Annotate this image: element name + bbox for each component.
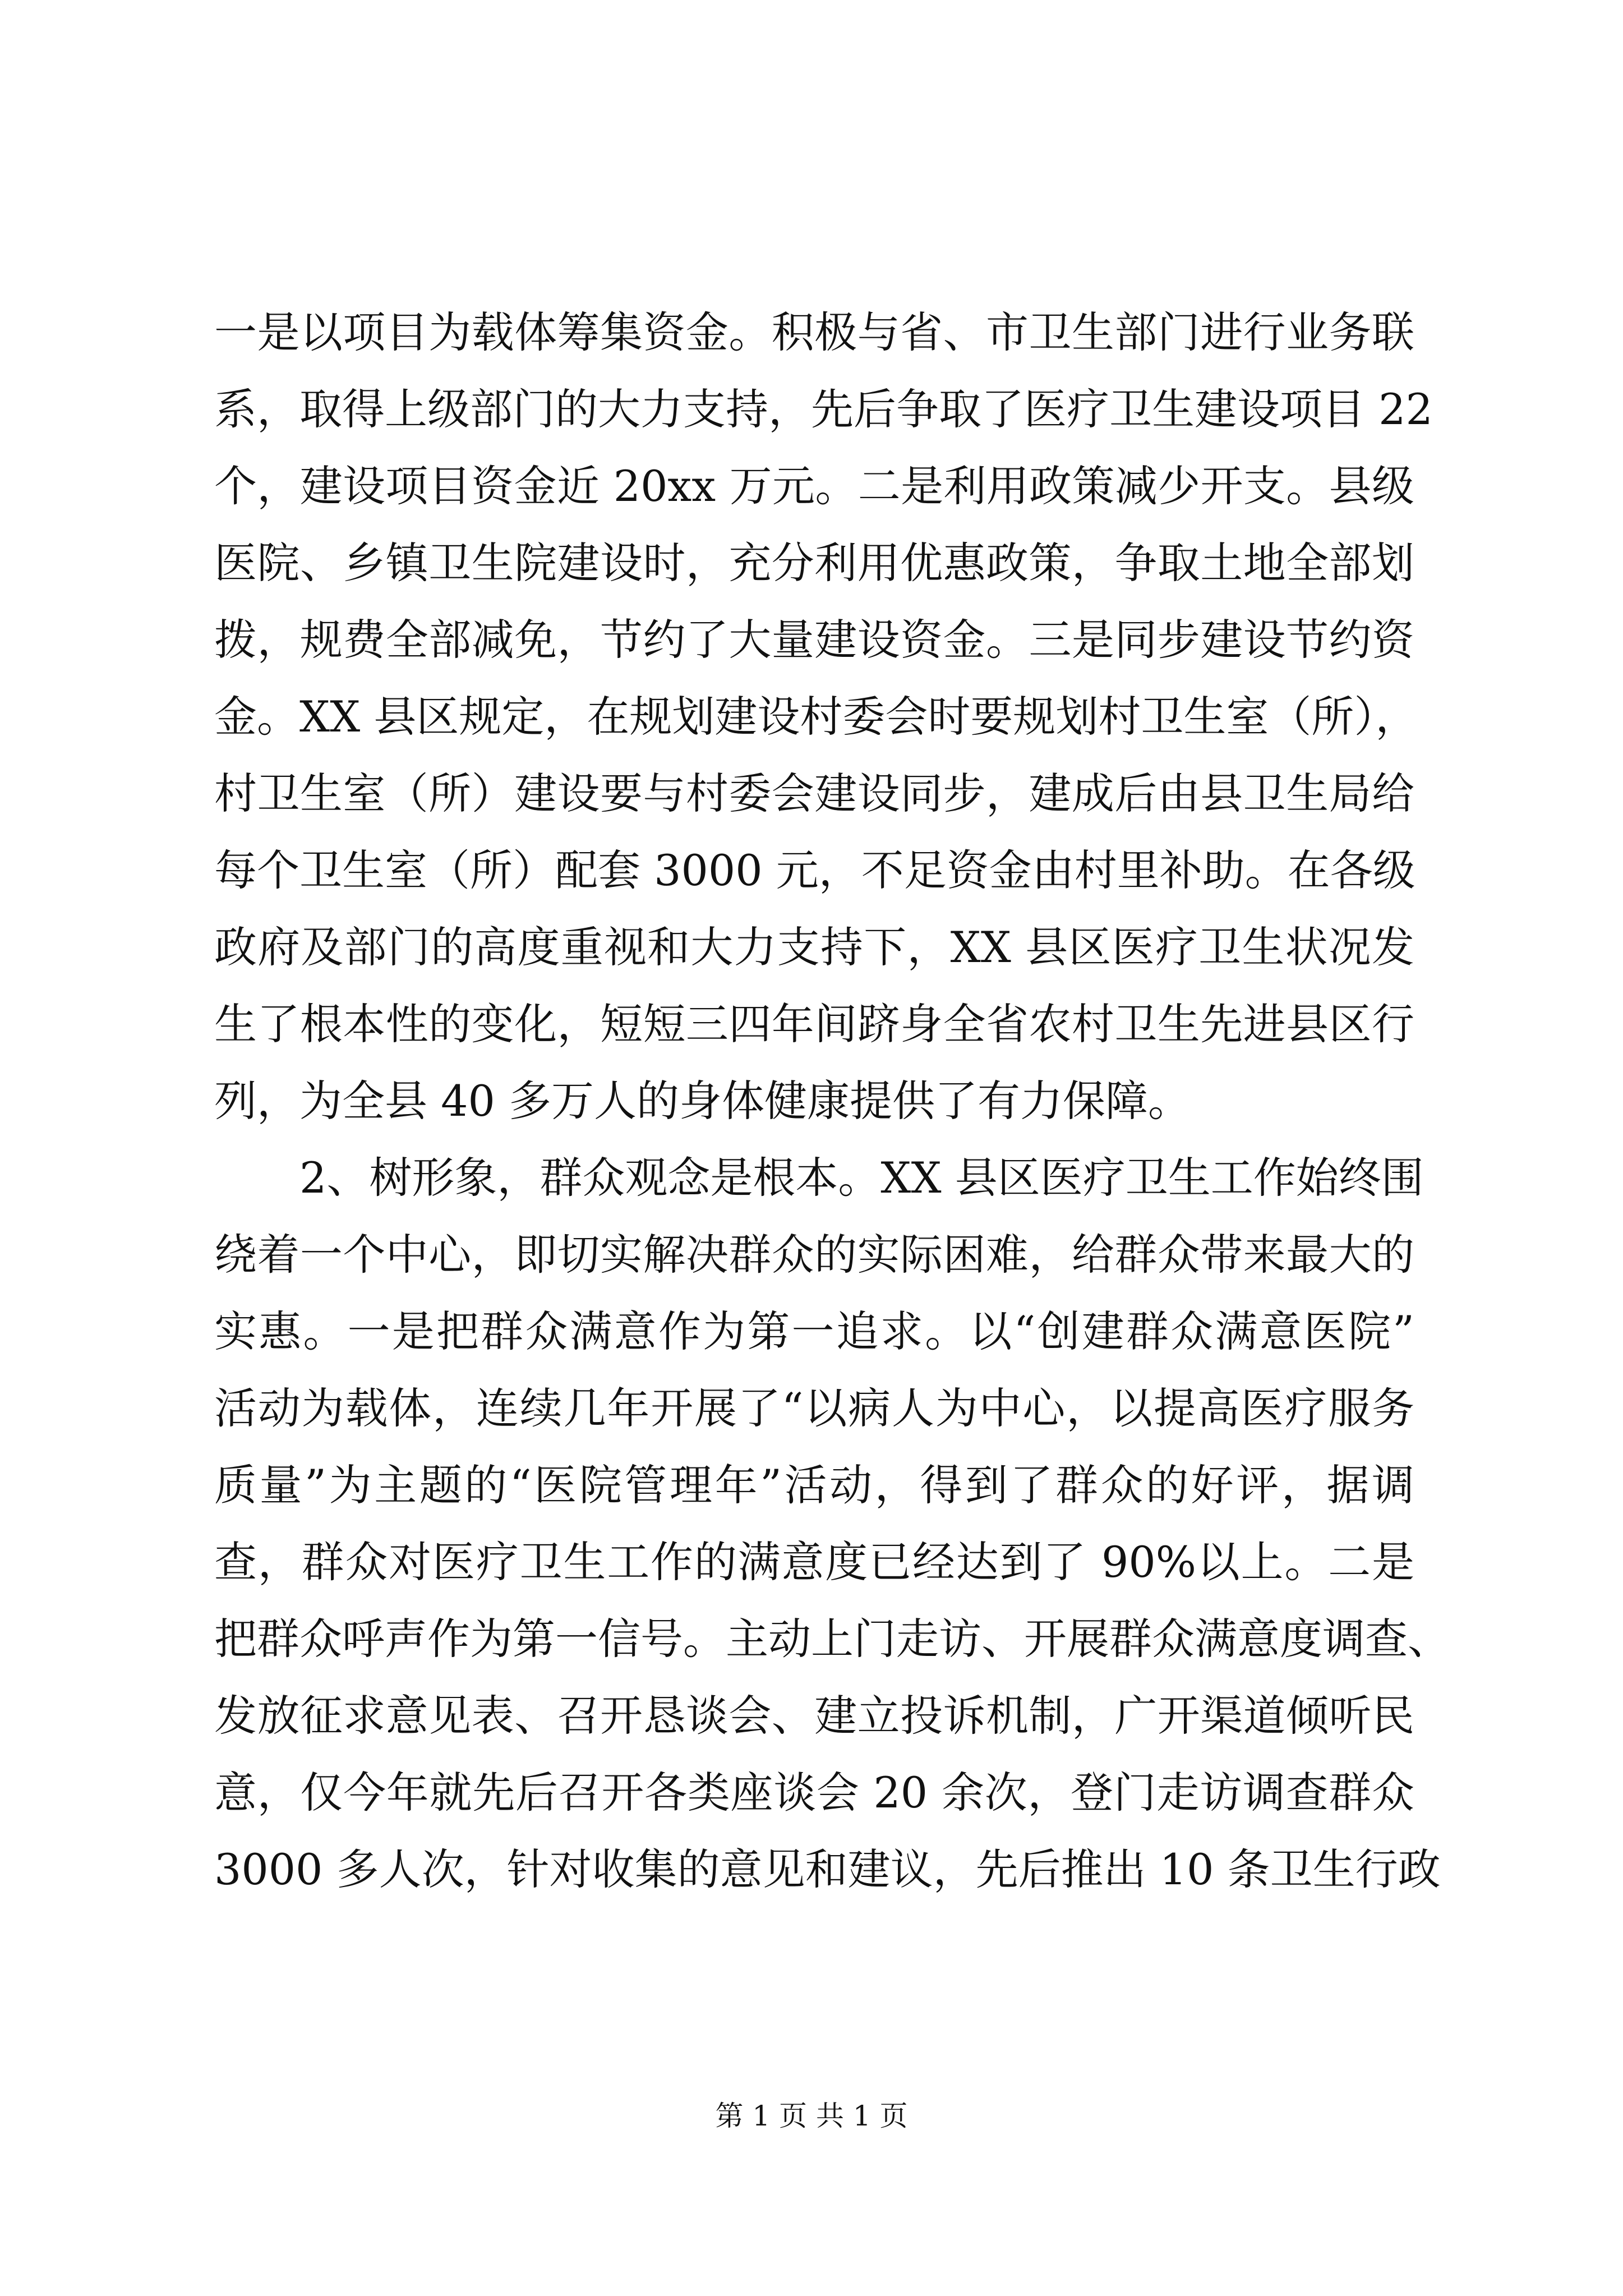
paragraph-2-line-9: 意，仅今年就先后召开各类座谈会 20 余次，登门走访调查群众 — [214, 1768, 1414, 1818]
paragraph-1-line-11: 列，为全县 40 多万人的身体健康提供了有力保障。 — [214, 1076, 1191, 1126]
paragraph-1-line-6: 金。XX 县区规定，在规划建设村委会时要规划村卫生室（所）， — [214, 692, 1418, 742]
paragraph-2-line-2: 绕着一个中心，即切实解决群众的实际困难，给群众带来最大的 — [214, 1230, 1414, 1280]
page-footer — [0, 2093, 1623, 2134]
paragraph-1-line-2: 系，取得上级部门的大力支持，先后争取了医疗卫生建设项目 22 — [214, 384, 1433, 434]
paragraph-2-line-3: 实惠。一是把群众满意作为第一追求。以“创建群众满意医院” — [214, 1306, 1414, 1356]
paragraph-1-line-4: 医院、乡镇卫生院建设时，充分利用优惠政策，争取土地全部划 — [214, 538, 1414, 588]
paragraph-1-line-7: 村卫生室（所）建设要与村委会建设同步，建成后由县卫生局给 — [214, 769, 1414, 818]
paragraph-2-line-6: 查，群众对医疗卫生工作的满意度已经达到了 90%以上。二是 — [214, 1537, 1414, 1587]
paragraph-2-line-5: 质量”为主题的“医院管理年”活动，得到了群众的好评，据调 — [214, 1460, 1414, 1510]
paragraph-1-line-9: 政府及部门的高度重视和大力支持下，XX 县区医疗卫生状况发 — [214, 922, 1414, 972]
paragraph-2-line-4: 活动为载体，连续几年开展了“以病人为中心，以提高医疗服务 — [214, 1383, 1414, 1433]
paragraph-2-line-1: 2、树形象，群众观念是根本。XX 县区医疗卫生工作始终围 — [299, 1153, 1424, 1203]
paragraph-1-line-10: 生了根本性的变化，短短三四年间跻身全省农村卫生先进县区行 — [214, 999, 1414, 1049]
paragraph-1-line-1: 一是以项目为载体筹集资金。积极与省、市卫生部门进行业务联 — [214, 307, 1414, 357]
paragraph-1-line-8: 每个卫生室（所）配套 3000 元，不足资金由村里补助。在各级 — [214, 845, 1415, 895]
paragraph-2-line-8: 发放征求意见表、召开恳谈会、建立投诉机制，广开渠道倾听民 — [214, 1691, 1414, 1741]
paragraph-2-line-10: 3000 多人次，针对收集的意见和建议，先后推出 10 条卫生行政 — [214, 1844, 1441, 1894]
page-number-label: 第 1 页 共 1 页 — [715, 2100, 908, 2132]
paragraph-2-line-7: 把群众呼声作为第一信号。主动上门走访、开展群众满意度调查、 — [214, 1614, 1450, 1664]
paragraph-1-line-3: 个，建设项目资金近 20xx 万元。二是利用政策减少开支。县级 — [214, 461, 1414, 511]
paragraph-1-line-5: 拨，规费全部减免，节约了大量建设资金。三是同步建设节约资 — [214, 615, 1414, 665]
